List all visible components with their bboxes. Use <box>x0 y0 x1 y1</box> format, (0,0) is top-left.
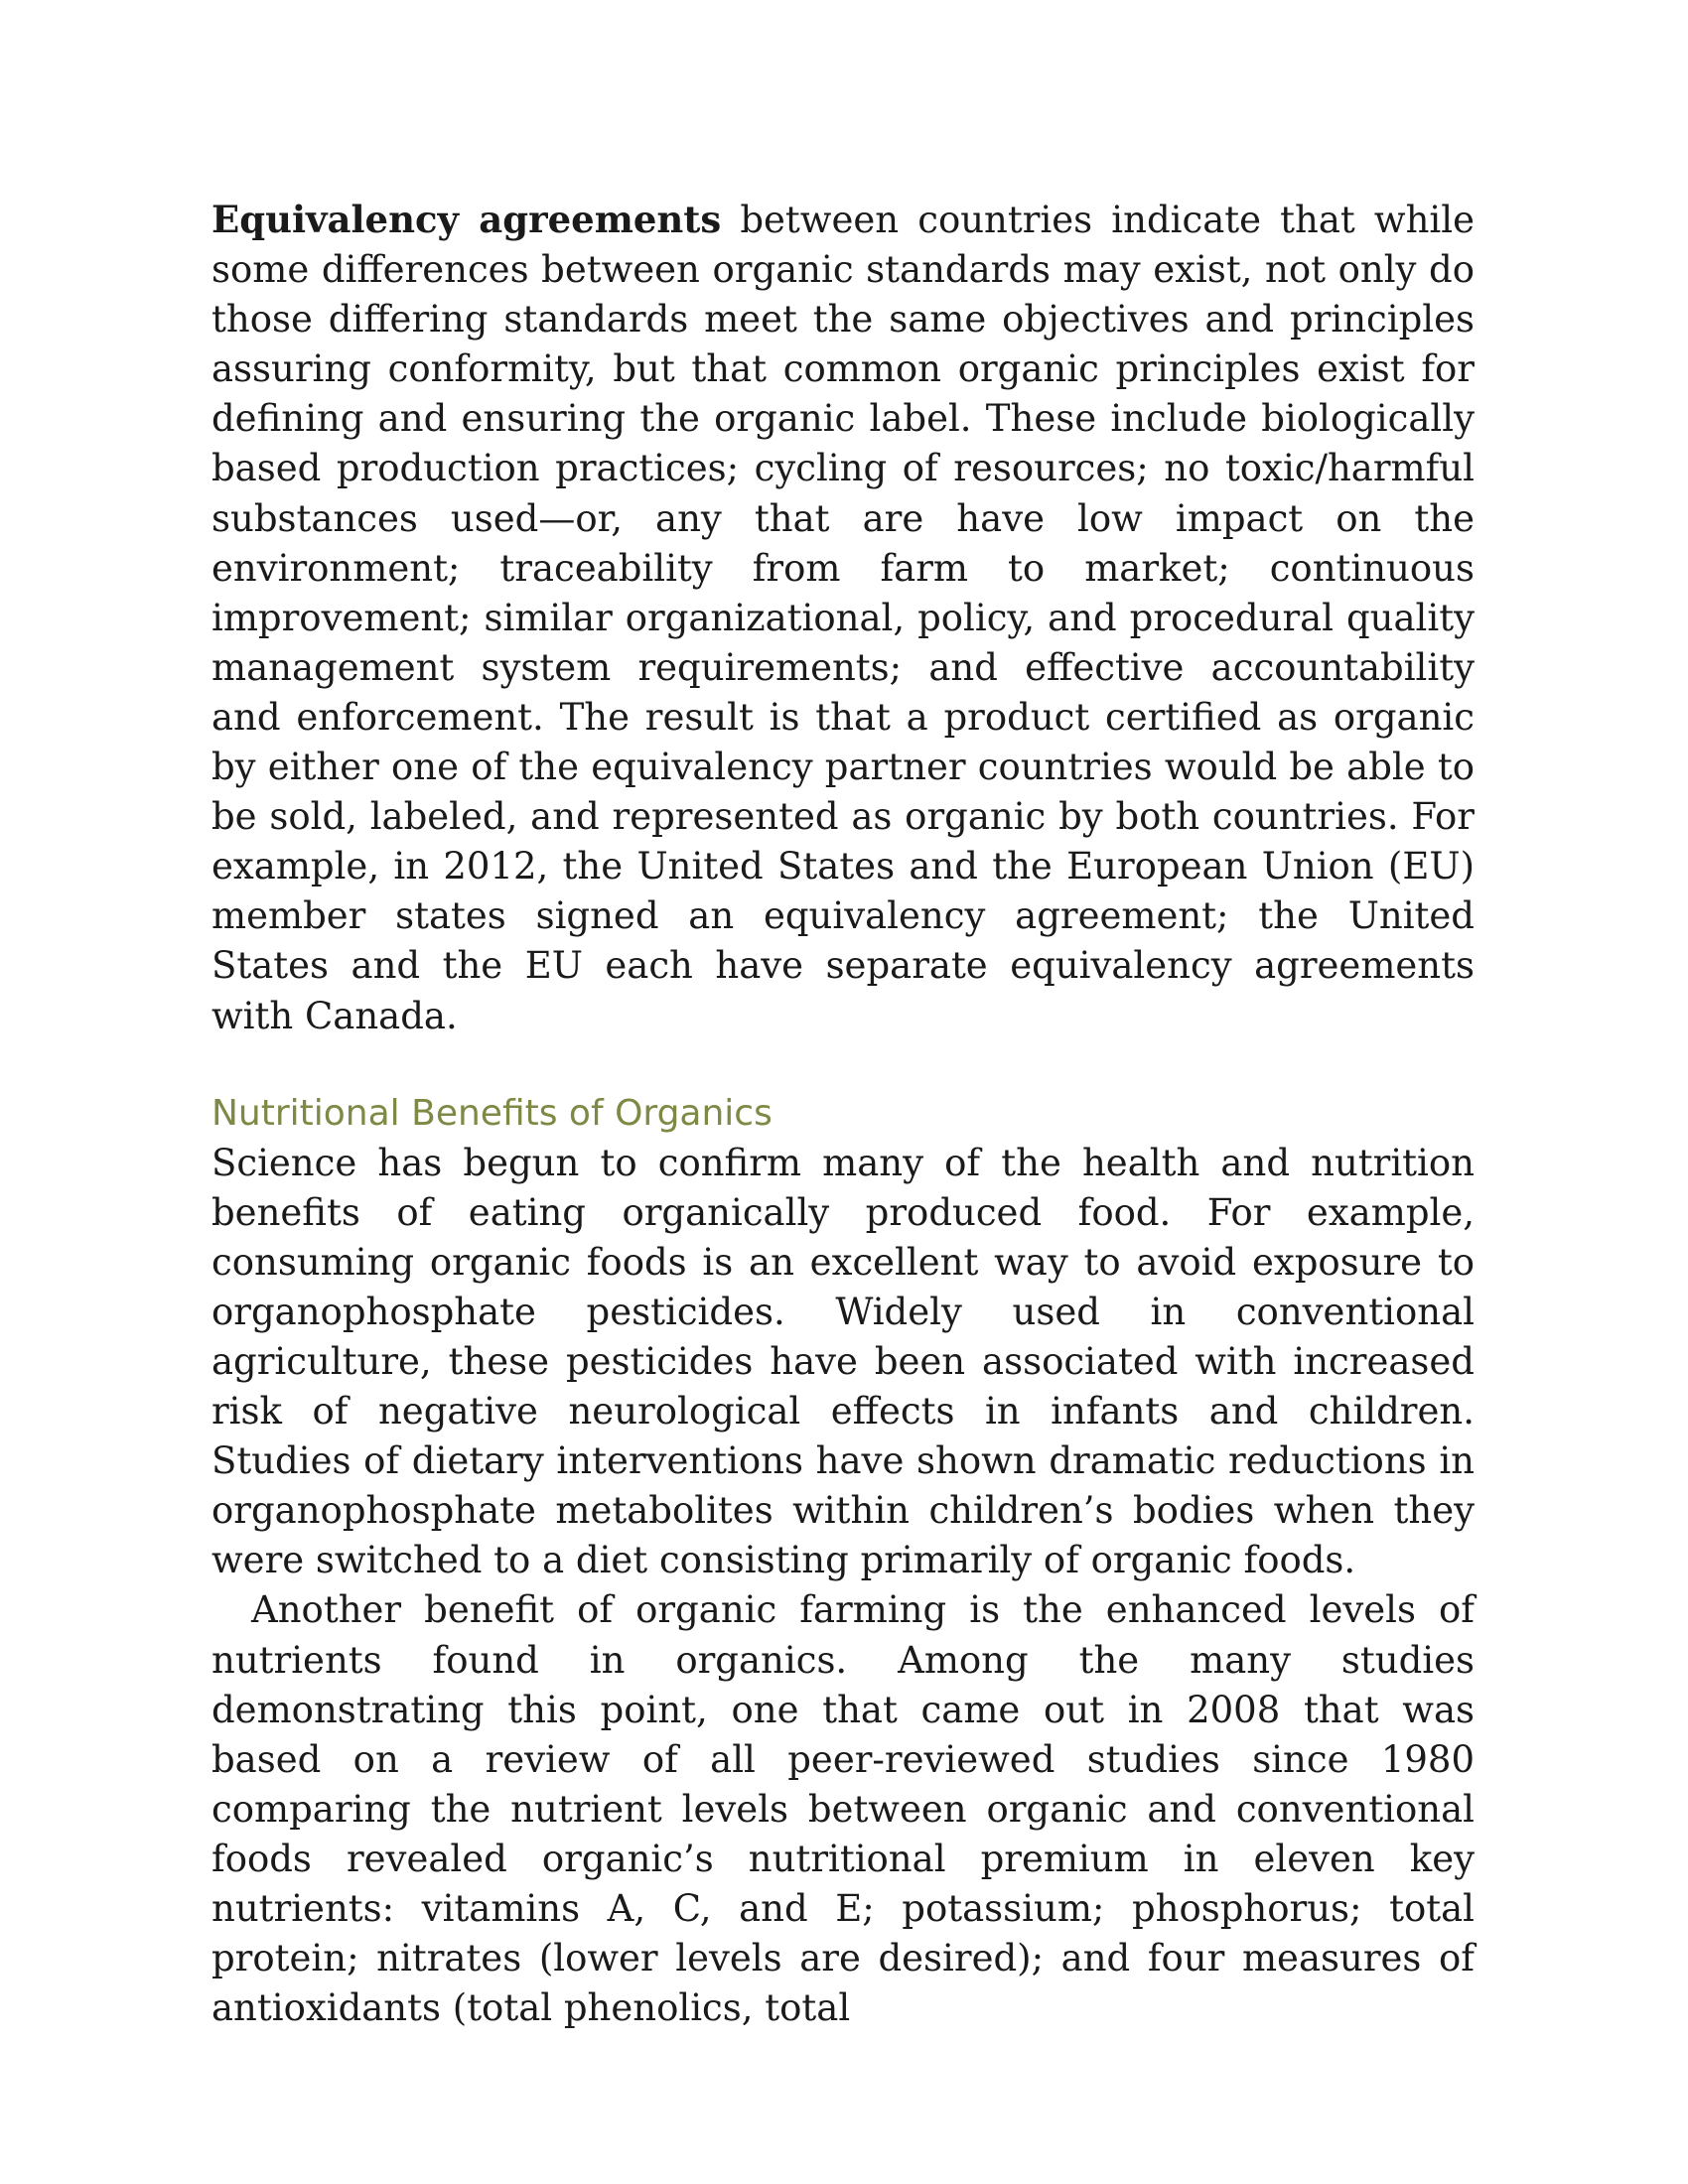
intro-paragraph <box>211 195 1475 1041</box>
intro-text: between countries indicate that while some differences between organic standards may exist, not only do those differing standards meet the same objectives and principles assuring conformity, but that common organic principles exist for defining and ensuring the organic label. These include biologically based production practices; cycling of resources; no toxic/harmful substances used—or, any that are have low impact on the environment; traceability from farm to market; continuous improvement; similar organizational, policy, and procedural quality management system requirements; and effective accountability and enforcement. The result is that a product certified as organic by either one of the equivalency partner countries would be able to be sold, labeled, and represented as organic by both countries. For example, in 2012, the United States and the European Union (EU) member states signed an equivalency agreement; the United States and the EU each have separate equivalency agreements with Canada. <box>211 199 1475 1037</box>
page-body <box>211 195 1475 2033</box>
body-paragraph-2: Another benefit of organic farming is the enhanced levels of nutrients found in organics. Among the many studies demonstrating this point, one that came out in 2008 that was based on a review of all peer-reviewed studies since 1980 comparing the nutrient levels between organic and conventional foods revealed organic’s nutritional premium in eleven key nutrients: vitamins A, C, and E; potassium; phosphorus; total protein; nitrates (lower levels are desired); and four measures of antioxidants (total phenolics, total <box>211 1588 1475 2030</box>
intro-term: Equivalency agreements <box>211 198 722 241</box>
body-paragraph-1: Science has begun to confirm many of the health and nutrition benefits of eating organically produced food. For example, consuming organic foods is an excellent way to avoid exposure to organophosphate pesticides. Widely used in conventional agriculture, these pesticides have been associated with increased risk of negative neurological effects in infants and children. Studies of dietary interventions have shown dramatic reductions in organophosphate metabolites within children’s bodies when they were switched to a diet consisting primarily of organic foods. <box>211 1141 1475 1582</box>
section-heading: Nutritional Benefits of Organics <box>211 1092 773 1134</box>
